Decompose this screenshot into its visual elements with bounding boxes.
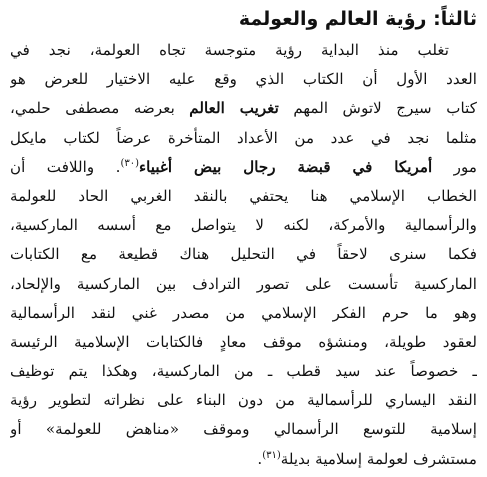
text-run: الخطاب الإسلامي هنا يحتفي بالنقد الغربي الحاد للعولمة <box>10 186 477 205</box>
text-run: مستشرف لعولمة إسلامية بديلة <box>280 449 477 468</box>
text-run: لعقود طويلة، ومنشؤه موقف معادٍ فالكتابات الإسلامية الرئيسة <box>10 332 477 351</box>
text-run: والرأسمالية والأمركة، لكنه لا يتواصل مع أسسه الماركسية، <box>10 216 477 235</box>
footnote-marker: (٣١) <box>262 449 281 461</box>
text-run: تغلب منذ البداية رؤية متوجسة تجاه العولمة، نجد في <box>10 41 449 59</box>
text-run: . واللافت أن <box>10 157 121 176</box>
text-line <box>10 94 477 123</box>
body-text <box>10 36 477 474</box>
text-line <box>10 124 477 153</box>
text-run: مور <box>432 157 477 176</box>
text-line <box>10 211 477 240</box>
text-run: الماركسية تأسست على تصور الترادف بين الماركسية والإلحاد، <box>10 274 477 293</box>
text-line <box>10 182 477 211</box>
section-heading: ثالثاً: رؤية العالم والعولمة <box>238 8 477 30</box>
text-run: فكما سنرى لاحقاً في التحليل هناك قطيعة مع الكتابات <box>10 245 477 264</box>
book-title: أمريكا في قبضة رجال بيض أغبياء <box>139 157 433 176</box>
book-title: تغريب العالم <box>189 99 279 118</box>
text-line <box>10 270 477 299</box>
text-line <box>10 357 477 386</box>
text-line <box>10 445 477 474</box>
text-run: مثلما نجد في عدد من الأعداد المتأخرة عرضاً لكتاب مايكل <box>10 128 477 147</box>
text-run: إسلامية للتوسع الرأسمالي وموقف «مناهض للعولمة» أو <box>10 420 477 439</box>
text-run: بعرضه مصطفى حلمي، <box>10 99 190 118</box>
text-line <box>10 153 477 182</box>
text-line <box>10 415 477 444</box>
text-line <box>10 240 477 269</box>
text-run: كتاب سيرج لاتوش المهم <box>278 99 477 118</box>
text-run: ـ خصوصاً عند سيد قطب ـ من الماركسية، وهكذا يتم توظيف <box>10 362 477 381</box>
text-run: النقد اليساري للرأسمالية من دون البناء على نظراته لتطوير رؤية <box>10 391 477 410</box>
text-run: . <box>257 449 263 468</box>
text-line <box>10 36 477 65</box>
text-line <box>10 299 477 328</box>
text-line <box>10 386 477 415</box>
text-run: وهو ما حرم الفكر الإسلامي من مصدر غني لنقد الرأسمالية <box>10 303 477 322</box>
footnote-marker: (٣٠) <box>120 157 139 169</box>
text-line <box>10 65 477 94</box>
text-line <box>10 328 477 357</box>
text-run: العدد الأول أن الكتاب الذي وقع عليه الاختيار للعرض هو <box>10 70 477 89</box>
